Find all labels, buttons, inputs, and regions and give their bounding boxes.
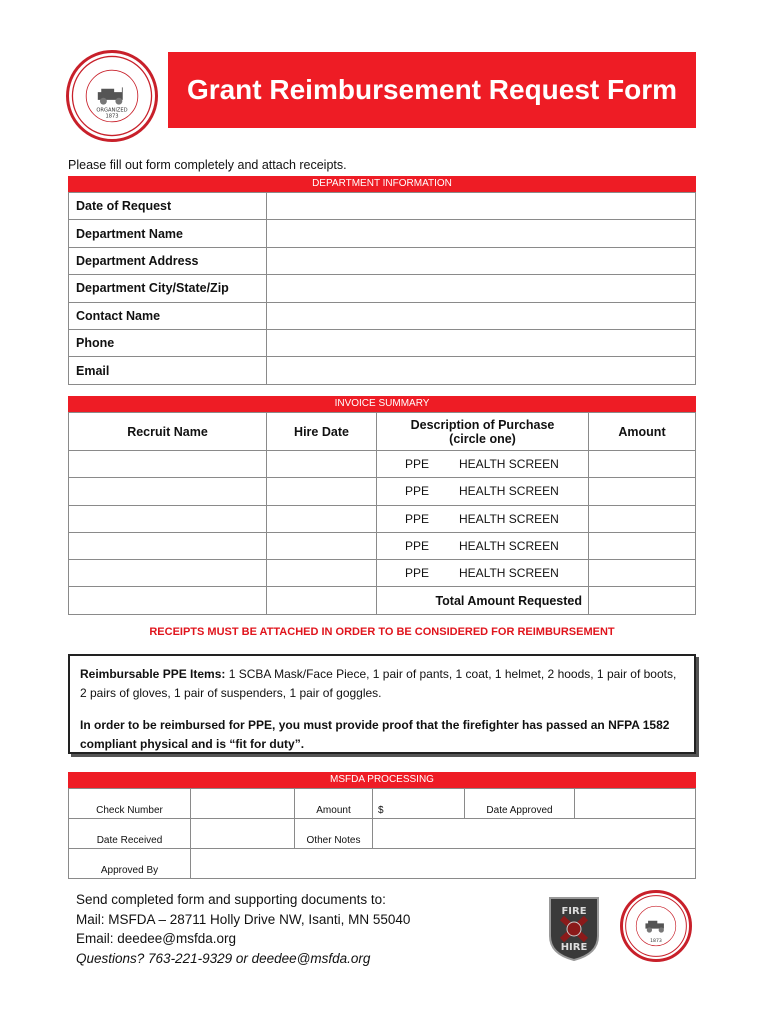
amount-field[interactable]: $ xyxy=(373,789,465,819)
department-row xyxy=(69,220,696,247)
department-row xyxy=(69,302,696,329)
department-section-header: DEPARTMENT INFORMATION xyxy=(68,176,696,192)
department-field-input[interactable] xyxy=(267,275,696,302)
intro-text: Please fill out form completely and attach receipts. xyxy=(68,158,347,172)
description-options xyxy=(377,532,589,559)
hire-date-field[interactable] xyxy=(267,532,377,559)
ppe-info-box xyxy=(68,654,696,754)
fire-hire-logo xyxy=(548,896,600,962)
total-spacer xyxy=(267,587,377,614)
date-received-label: Date Received xyxy=(69,819,191,849)
invoice-total-row xyxy=(69,587,696,614)
health-screen-option[interactable]: HEALTH SCREEN xyxy=(459,484,559,499)
hire-date-field[interactable] xyxy=(267,451,377,478)
description-options xyxy=(377,451,589,478)
invoice-row xyxy=(69,451,696,478)
department-field-label: Department City/State/Zip xyxy=(69,275,267,302)
small-seal-year-text: 1873 xyxy=(650,938,662,944)
approved-by-field[interactable] xyxy=(191,849,696,879)
description-header-line1: Description of Purchase xyxy=(410,417,555,432)
amount-field[interactable] xyxy=(589,478,696,505)
department-field-label: Department Address xyxy=(69,247,267,274)
department-field-label: Date of Request xyxy=(69,193,267,220)
fire-hire-top-text: FIRE xyxy=(561,906,587,917)
msfda-seal-logo-small xyxy=(620,890,692,962)
ppe-option[interactable]: PPE xyxy=(405,539,430,554)
department-row xyxy=(69,357,696,384)
ppe-option[interactable]: PPE xyxy=(405,457,430,472)
page-title: Grant Reimbursement Request Form xyxy=(186,74,678,105)
recruit-name-header: Recruit Name xyxy=(69,413,267,451)
department-field-label: Email xyxy=(69,357,267,384)
hire-date-field[interactable] xyxy=(267,505,377,532)
ppe-option[interactable]: PPE xyxy=(405,484,430,499)
check-number-field[interactable] xyxy=(191,789,295,819)
invoice-row xyxy=(69,532,696,559)
approved-by-label: Approved By xyxy=(69,849,191,879)
receipts-warning: RECEIPTS MUST BE ATTACHED IN ORDER TO BE CONSIDERED FOR REIMBURSEMENT xyxy=(149,626,615,638)
department-field-input[interactable] xyxy=(267,193,696,220)
description-options xyxy=(377,505,589,532)
department-field-label: Department Name xyxy=(69,220,267,247)
other-notes-field[interactable] xyxy=(373,819,696,849)
footer-questions: Questions? 763-221-9329 or deedee@msfda.org xyxy=(76,950,371,966)
fire-hire-bottom-text: HIRE xyxy=(560,942,588,953)
hire-date-header: Hire Date xyxy=(267,413,377,451)
health-screen-option[interactable]: HEALTH SCREEN xyxy=(459,566,559,581)
ppe-items-label: Reimbursable PPE Items: xyxy=(80,667,226,681)
description-header xyxy=(377,413,589,451)
seal-year-text: 1873 xyxy=(105,113,119,120)
amount-field[interactable] xyxy=(589,560,696,587)
department-table xyxy=(68,192,696,385)
invoice-section-header: INVOICE SUMMARY xyxy=(68,396,696,412)
date-received-field[interactable] xyxy=(191,819,295,849)
recruit-name-field[interactable] xyxy=(69,532,267,559)
department-row xyxy=(69,193,696,220)
hire-date-field[interactable] xyxy=(267,560,377,587)
description-header-line2: (circle one) xyxy=(449,431,516,446)
invoice-row xyxy=(69,478,696,505)
seal-organized-text: ORGANIZED xyxy=(96,107,128,114)
department-row xyxy=(69,329,696,356)
department-row xyxy=(69,275,696,302)
department-field-input[interactable] xyxy=(267,329,696,356)
health-screen-option[interactable]: HEALTH SCREEN xyxy=(459,457,559,472)
amount-field[interactable] xyxy=(589,532,696,559)
invoice-table xyxy=(68,412,696,615)
date-approved-field[interactable] xyxy=(575,789,696,819)
processing-table xyxy=(68,788,696,879)
description-options xyxy=(377,478,589,505)
recruit-name-field[interactable] xyxy=(69,478,267,505)
footer-mail: Mail: MSFDA – 28711 Holly Drive NW, Isanti, MN 55040 xyxy=(76,911,411,927)
total-amount-field[interactable] xyxy=(589,587,696,614)
recruit-name-field[interactable] xyxy=(69,560,267,587)
amount-label: Amount xyxy=(295,789,373,819)
processing-section-header: MSFDA PROCESSING xyxy=(68,772,696,788)
recruit-name-field[interactable] xyxy=(69,451,267,478)
ppe-items-text: 1 SCBA Mask/Face Piece, 1 pair of pants, 1 coat, 1 helmet, 2 hoods, 1 pair of boots, 2 pairs of gloves, 1 pair of suspenders, 1 pair of goggles. xyxy=(80,667,677,700)
health-screen-option[interactable]: HEALTH SCREEN xyxy=(459,511,559,526)
health-screen-option[interactable]: HEALTH SCREEN xyxy=(459,539,559,554)
hire-date-field[interactable] xyxy=(267,478,377,505)
total-spacer xyxy=(69,587,267,614)
amount-field[interactable] xyxy=(589,451,696,478)
ppe-items-paragraph xyxy=(80,665,684,702)
footer-line-1: Send completed form and supporting documents to: xyxy=(76,892,386,907)
department-field-input[interactable] xyxy=(267,247,696,274)
description-options xyxy=(377,560,589,587)
ppe-option[interactable]: PPE xyxy=(405,566,430,581)
invoice-row xyxy=(69,560,696,587)
department-field-label: Phone xyxy=(69,329,267,356)
check-number-label: Check Number xyxy=(69,789,191,819)
msfda-seal-logo xyxy=(66,50,158,142)
title-banner xyxy=(168,52,696,128)
department-field-input[interactable] xyxy=(267,357,696,384)
date-approved-label: Date Approved xyxy=(465,789,575,819)
other-notes-label: Other Notes xyxy=(295,819,373,849)
department-field-input[interactable] xyxy=(267,220,696,247)
department-row xyxy=(69,247,696,274)
nfpa-notice: In order to be reimbursed for PPE, you must provide proof that the firefighter has passed an NFPA 1582 compliant physical and is “fit for duty”. xyxy=(80,718,670,751)
department-field-input[interactable] xyxy=(267,302,696,329)
footer-contact xyxy=(76,890,410,968)
recruit-name-field[interactable] xyxy=(69,505,267,532)
amount-header: Amount xyxy=(589,413,696,451)
amount-field[interactable] xyxy=(589,505,696,532)
invoice-row xyxy=(69,505,696,532)
ppe-option[interactable]: PPE xyxy=(405,511,430,526)
footer-email[interactable]: Email: deedee@msfda.org xyxy=(76,931,237,947)
total-amount-label: Total Amount Requested xyxy=(377,587,589,614)
department-field-label: Contact Name xyxy=(69,302,267,329)
